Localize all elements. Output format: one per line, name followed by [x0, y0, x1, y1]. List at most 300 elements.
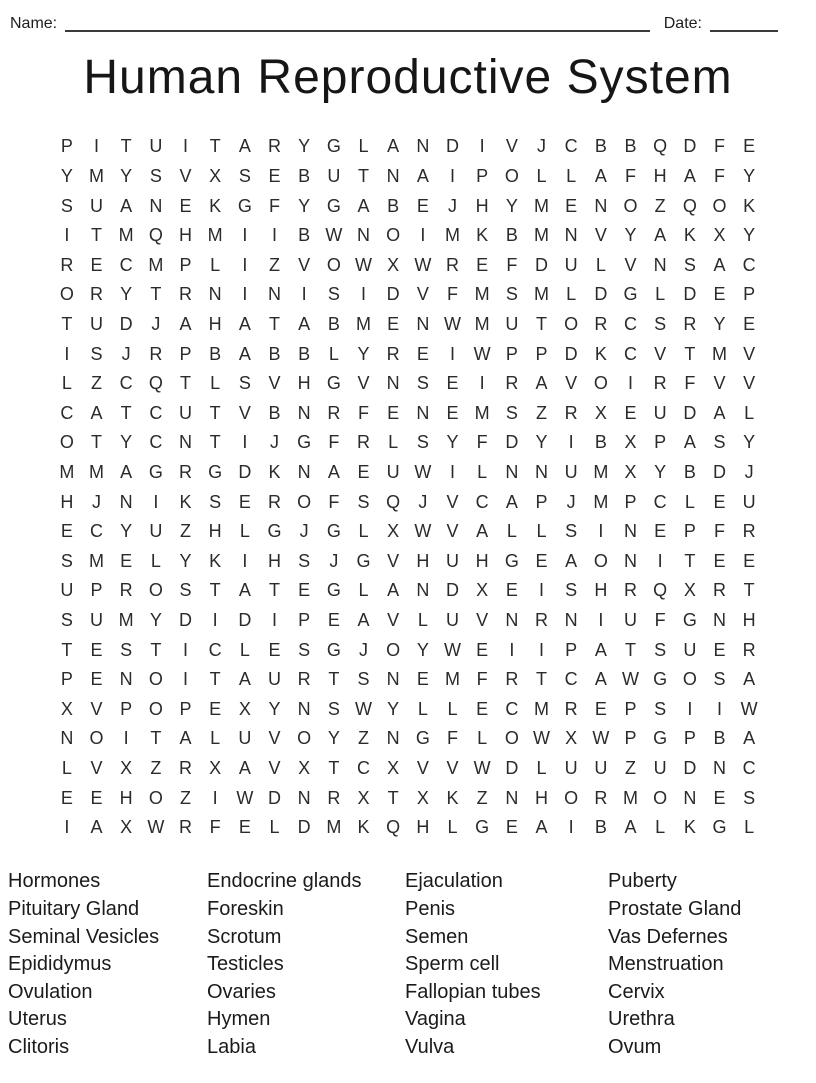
- grid-letter: X: [387, 521, 400, 542]
- grid-letter: Y: [327, 728, 340, 749]
- grid-letter: H: [208, 314, 222, 335]
- grid-letter: N: [564, 225, 578, 246]
- grid-letter: C: [60, 402, 74, 423]
- grid-letter: L: [358, 136, 369, 157]
- grid-letter: W: [473, 343, 491, 364]
- grid-letter: L: [536, 757, 547, 778]
- word-list-item: Vagina: [405, 1008, 466, 1031]
- grid-letter: Y: [416, 639, 429, 660]
- grid-letter: D: [505, 432, 519, 453]
- grid-letter: A: [535, 373, 548, 394]
- grid-letter: Z: [654, 195, 666, 216]
- grid-letter: R: [564, 402, 578, 423]
- grid-letter: U: [653, 402, 667, 423]
- grid-letter: S: [505, 284, 518, 305]
- grid-letter: C: [742, 254, 756, 275]
- grid-letter: T: [684, 343, 696, 364]
- grid-letter: U: [149, 136, 163, 157]
- grid-letter: V: [446, 757, 459, 778]
- name-field: [10, 16, 650, 32]
- grid-letter: B: [594, 432, 607, 453]
- grid-letter: N: [505, 787, 519, 808]
- grid-letter: V: [713, 373, 726, 394]
- grid-letter: I: [123, 728, 129, 749]
- grid-letter: M: [533, 698, 549, 719]
- grid-letter: N: [178, 432, 192, 453]
- grid-letter: O: [564, 314, 579, 335]
- grid-letter: N: [267, 284, 281, 305]
- grid-letter: T: [743, 580, 755, 601]
- grid-letter: Q: [386, 817, 401, 838]
- grid-letter: D: [712, 462, 726, 483]
- grid-letter: C: [564, 669, 578, 690]
- grid-letter: I: [479, 373, 485, 394]
- grid-letter: D: [683, 757, 697, 778]
- grid-letter: I: [64, 225, 70, 246]
- grid-letter: G: [475, 817, 490, 838]
- grid-letter: E: [713, 284, 726, 305]
- grid-letter: W: [414, 521, 432, 542]
- grid-letter: F: [506, 254, 518, 275]
- grid-letter: K: [476, 225, 489, 246]
- grid-letter: D: [238, 462, 252, 483]
- grid-letter: I: [449, 166, 455, 187]
- grid-letter: P: [535, 343, 548, 364]
- grid-letter: N: [534, 462, 548, 483]
- grid-letter: Y: [446, 432, 459, 453]
- grid-letter: M: [533, 195, 549, 216]
- grid-letter: L: [239, 639, 250, 660]
- grid-letter: T: [61, 314, 73, 335]
- grid-letter: O: [148, 698, 163, 719]
- grid-letter: J: [151, 314, 161, 335]
- grid-letter: V: [268, 728, 281, 749]
- grid-letter: M: [474, 314, 490, 335]
- grid-letter: U: [238, 728, 252, 749]
- grid-letter: C: [149, 432, 163, 453]
- word-list-item: Clitoris: [8, 1036, 70, 1058]
- grid-letter: Y: [535, 432, 548, 453]
- grid-letter: N: [149, 195, 163, 216]
- grid-letter: S: [565, 521, 578, 542]
- grid-letter: M: [444, 225, 460, 246]
- grid-letter: O: [386, 225, 401, 246]
- grid-letter: V: [743, 373, 756, 394]
- grid-letter: H: [475, 550, 489, 571]
- grid-letter: V: [387, 609, 400, 630]
- grid-letter: M: [118, 225, 134, 246]
- grid-letter: C: [505, 698, 519, 719]
- word-list-item: Foreskin: [207, 898, 284, 921]
- grid-letter: Z: [179, 787, 191, 808]
- grid-letter: K: [179, 491, 192, 512]
- grid-letter: P: [505, 343, 518, 364]
- grid-letter: R: [534, 609, 548, 630]
- grid-letter: U: [505, 314, 519, 335]
- word-list: [8, 868, 816, 1061]
- grid-letter: F: [713, 166, 725, 187]
- grid-letter: O: [326, 254, 341, 275]
- grid-letter: Z: [535, 402, 547, 423]
- word-list-item: Ejaculation: [405, 870, 503, 893]
- grid-letter: A: [179, 728, 192, 749]
- grid-letter: E: [446, 402, 459, 423]
- grid-letter: F: [476, 669, 488, 690]
- grid-letter: R: [505, 373, 519, 394]
- grid-letter: X: [357, 787, 370, 808]
- grid-letter: W: [354, 698, 372, 719]
- grid-letter: M: [533, 284, 549, 305]
- grid-letter: A: [654, 225, 667, 246]
- grid-letter: X: [238, 698, 251, 719]
- grid-letter: S: [60, 550, 73, 571]
- grid-letter: N: [386, 669, 400, 690]
- grid-letter: S: [60, 609, 73, 630]
- grid-letter: H: [178, 225, 192, 246]
- grid-letter: F: [357, 402, 369, 423]
- grid-letter: Z: [179, 521, 191, 542]
- grid-letter: C: [564, 136, 578, 157]
- grid-letter: V: [298, 254, 311, 275]
- grid-letter: R: [623, 580, 637, 601]
- grid-letter: N: [386, 373, 400, 394]
- grid-letter: H: [267, 550, 281, 571]
- grid-letter: E: [743, 136, 756, 157]
- wordsearch-grid: [52, 132, 764, 842]
- grid-letter: D: [534, 254, 548, 275]
- grid-letter: I: [182, 669, 188, 690]
- grid-letter: B: [594, 136, 607, 157]
- grid-letter: N: [297, 787, 311, 808]
- grid-letter: U: [683, 639, 697, 660]
- grid-letter: P: [60, 136, 73, 157]
- grid-letter: G: [623, 284, 638, 305]
- grid-letter: Y: [743, 225, 756, 246]
- grid-letter: A: [387, 580, 400, 601]
- grid-letter: Y: [298, 136, 311, 157]
- grid-letter: S: [60, 195, 73, 216]
- grid-letter: L: [417, 698, 428, 719]
- grid-letter: J: [566, 491, 576, 512]
- grid-letter: T: [61, 639, 73, 660]
- grid-letter: S: [683, 254, 696, 275]
- grid-letter: T: [209, 136, 221, 157]
- grid-letter: A: [238, 314, 251, 335]
- grid-letter: Q: [386, 491, 401, 512]
- grid-letter: U: [89, 195, 103, 216]
- page-title: Human Reproductive System: [83, 51, 733, 104]
- grid-letter: X: [387, 254, 400, 275]
- grid-letter: I: [182, 639, 188, 660]
- word-list-column: [608, 868, 816, 1061]
- grid-letter: R: [742, 639, 756, 660]
- grid-letter: E: [416, 343, 429, 364]
- grid-letter: E: [654, 521, 667, 542]
- grid-letter: Y: [120, 521, 133, 542]
- grid-letter: E: [60, 787, 73, 808]
- grid-letter: R: [119, 580, 133, 601]
- grid-letter: V: [357, 373, 370, 394]
- grid-letter: F: [268, 195, 280, 216]
- grid-letter: I: [657, 550, 663, 571]
- grid-letter: S: [179, 580, 192, 601]
- grid-letter: I: [687, 698, 693, 719]
- grid-letter: S: [238, 373, 251, 394]
- grid-letter: V: [624, 254, 637, 275]
- grid-letter: E: [505, 817, 518, 838]
- grid-letter: O: [59, 284, 74, 305]
- grid-letter: D: [445, 136, 459, 157]
- grid-letter: N: [416, 314, 430, 335]
- grid-letter: K: [357, 817, 370, 838]
- grid-letter: A: [743, 728, 756, 749]
- grid-letter: J: [447, 195, 457, 216]
- grid-letter: E: [505, 580, 518, 601]
- grid-letter: E: [120, 550, 133, 571]
- grid-letter: A: [238, 136, 251, 157]
- grid-letter: R: [712, 580, 726, 601]
- grid-letter: E: [387, 314, 400, 335]
- grid-letter: V: [179, 166, 192, 187]
- word-list-item: Vas Defernes: [608, 925, 728, 948]
- grid-letter: M: [88, 166, 104, 187]
- grid-letter: G: [297, 432, 312, 453]
- grid-letter: N: [416, 136, 430, 157]
- grid-letter: U: [564, 462, 578, 483]
- word-list-item: Testicles: [207, 953, 284, 976]
- grid-letter: V: [565, 373, 578, 394]
- grid-letter: C: [119, 373, 133, 394]
- grid-letter: N: [386, 166, 400, 187]
- grid-letter: L: [506, 521, 517, 542]
- grid-letter: T: [535, 314, 547, 335]
- grid-letter: V: [654, 343, 667, 364]
- grid-letter: N: [297, 698, 311, 719]
- grid-letter: P: [120, 698, 133, 719]
- grid-letter: E: [713, 491, 726, 512]
- grid-letter: N: [119, 491, 133, 512]
- grid-letter: I: [242, 225, 248, 246]
- grid-letter: O: [504, 728, 519, 749]
- grid-letter: B: [298, 166, 311, 187]
- grid-letter: A: [387, 136, 400, 157]
- grid-letter: V: [505, 136, 518, 157]
- grid-letter: E: [60, 521, 73, 542]
- grid-letter: I: [153, 491, 159, 512]
- grid-letter: L: [388, 432, 399, 453]
- grid-letter: P: [654, 432, 667, 453]
- grid-letter: E: [476, 698, 489, 719]
- grid-letter: K: [594, 343, 607, 364]
- grid-letter: L: [477, 462, 488, 483]
- grid-letter: S: [713, 432, 726, 453]
- grid-letter: I: [538, 639, 544, 660]
- grid-letter: W: [147, 817, 165, 838]
- grid-letter: R: [594, 787, 608, 808]
- grid-letter: H: [653, 166, 667, 187]
- grid-letter: Z: [90, 373, 102, 394]
- grid-letter: T: [120, 402, 132, 423]
- grid-letter: I: [598, 521, 604, 542]
- grid-letter: H: [534, 787, 548, 808]
- grid-letter: J: [269, 432, 279, 453]
- grid-letter: O: [623, 195, 638, 216]
- grid-letter: N: [712, 609, 726, 630]
- grid-letter: R: [149, 343, 163, 364]
- grid-letter: U: [564, 757, 578, 778]
- grid-letter: A: [565, 550, 578, 571]
- grid-letter: G: [208, 462, 223, 483]
- grid-letter: B: [268, 343, 281, 364]
- grid-letter: J: [358, 639, 368, 660]
- grid-letter: M: [59, 462, 75, 483]
- word-list-column: [8, 868, 207, 1061]
- grid-letter: U: [89, 609, 103, 630]
- grid-letter: L: [536, 166, 547, 187]
- word-list-item: Ovum: [608, 1036, 662, 1058]
- grid-letter: M: [148, 254, 164, 275]
- grid-letter: N: [60, 728, 74, 749]
- word-list-item: Uterus: [8, 1008, 67, 1031]
- grid-letter: E: [594, 698, 607, 719]
- word-list-item: Hymen: [207, 1008, 271, 1031]
- grid-letter: D: [683, 402, 697, 423]
- grid-letter: N: [386, 728, 400, 749]
- grid-letter: O: [89, 728, 104, 749]
- grid-letter: L: [210, 728, 221, 749]
- grid-letter: S: [327, 698, 340, 719]
- word-list-item: Urethra: [608, 1008, 675, 1031]
- grid-letter: N: [653, 254, 667, 275]
- word-list-item: Fallopian tubes: [405, 980, 541, 1003]
- grid-letter: U: [267, 669, 281, 690]
- grid-letter: M: [326, 817, 342, 838]
- grid-letter: Z: [476, 787, 488, 808]
- grid-letter: H: [475, 195, 489, 216]
- grid-letter: N: [416, 402, 430, 423]
- grid-letter: A: [327, 462, 340, 483]
- grid-letter: I: [212, 609, 218, 630]
- grid-letter: X: [60, 698, 73, 719]
- grid-letter: A: [476, 521, 489, 542]
- grid-letter: G: [653, 728, 668, 749]
- grid-letter: N: [416, 580, 430, 601]
- grid-letter: E: [268, 166, 281, 187]
- grid-letter: E: [90, 254, 103, 275]
- grid-letter: M: [118, 609, 134, 630]
- grid-letter: M: [207, 225, 223, 246]
- grid-letter: E: [238, 491, 251, 512]
- grid-letter: U: [445, 550, 459, 571]
- grid-letter: S: [654, 698, 667, 719]
- grid-letter: U: [60, 580, 74, 601]
- grid-letter: Y: [624, 225, 637, 246]
- grid-letter: P: [476, 166, 489, 187]
- grid-letter: D: [178, 609, 192, 630]
- grid-letter: D: [297, 817, 311, 838]
- grid-letter: L: [744, 402, 755, 423]
- grid-letter: P: [179, 343, 192, 364]
- grid-letter: L: [447, 817, 458, 838]
- grid-letter: X: [387, 757, 400, 778]
- grid-letter: C: [475, 491, 489, 512]
- word-list-item: Pituitary Gland: [8, 898, 140, 921]
- grid-letter: U: [594, 757, 608, 778]
- grid-letter: T: [150, 728, 162, 749]
- grid-letter: I: [271, 609, 277, 630]
- grid-letter: R: [267, 491, 281, 512]
- grid-letter: N: [712, 757, 726, 778]
- grid-letter: P: [90, 580, 103, 601]
- grid-letter: Z: [150, 757, 162, 778]
- grid-letter: X: [298, 757, 311, 778]
- grid-letter: Q: [682, 195, 697, 216]
- grid-letter: F: [446, 728, 458, 749]
- grid-letter: T: [387, 787, 399, 808]
- name-blank-line: [65, 16, 650, 32]
- word-list-item: Vulva: [405, 1036, 455, 1058]
- grid-letter: D: [238, 609, 252, 630]
- grid-letter: O: [504, 166, 519, 187]
- grid-letter: R: [178, 817, 192, 838]
- grid-letter: J: [744, 462, 754, 483]
- grid-letter: S: [298, 550, 311, 571]
- grid-letter: U: [386, 462, 400, 483]
- grid-letter: Y: [505, 195, 518, 216]
- grid-letter: A: [683, 166, 696, 187]
- grid-letter: I: [449, 343, 455, 364]
- grid-letter: Y: [179, 550, 192, 571]
- date-label: Date:: [663, 15, 702, 32]
- grid-letter: K: [743, 195, 756, 216]
- grid-letter: G: [326, 580, 341, 601]
- grid-letter: X: [624, 432, 637, 453]
- grid-letter: D: [683, 284, 697, 305]
- word-list-item: Scrotum: [207, 925, 282, 948]
- grid-letter: R: [267, 136, 281, 157]
- word-list-item: Semen: [405, 925, 469, 948]
- grid-letter: I: [242, 284, 248, 305]
- grid-letter: E: [743, 314, 756, 335]
- grid-letter: W: [592, 728, 610, 749]
- grid-letter: H: [119, 787, 133, 808]
- grid-letter: G: [326, 521, 341, 542]
- grid-letter: V: [446, 521, 459, 542]
- grid-letter: A: [357, 609, 370, 630]
- grid-letter: L: [447, 698, 458, 719]
- grid-letter: O: [148, 669, 163, 690]
- grid-letter: Y: [120, 166, 133, 187]
- grid-letter: P: [565, 639, 578, 660]
- grid-letter: G: [326, 373, 341, 394]
- grid-letter: L: [536, 521, 547, 542]
- grid-letter: W: [354, 254, 372, 275]
- grid-letter: N: [623, 550, 637, 571]
- grid-letter: C: [89, 521, 103, 542]
- grid-letter: V: [476, 609, 489, 630]
- grid-letter: P: [535, 491, 548, 512]
- grid-letter: C: [742, 757, 756, 778]
- grid-letter: L: [210, 254, 221, 275]
- grid-letter: O: [59, 432, 74, 453]
- grid-letter: B: [268, 402, 281, 423]
- header-row: [0, 0, 816, 32]
- grid-letter: C: [623, 343, 637, 364]
- grid-letter: A: [238, 669, 251, 690]
- grid-letter: L: [417, 609, 428, 630]
- grid-letter: V: [594, 225, 607, 246]
- grid-letter: S: [298, 639, 311, 660]
